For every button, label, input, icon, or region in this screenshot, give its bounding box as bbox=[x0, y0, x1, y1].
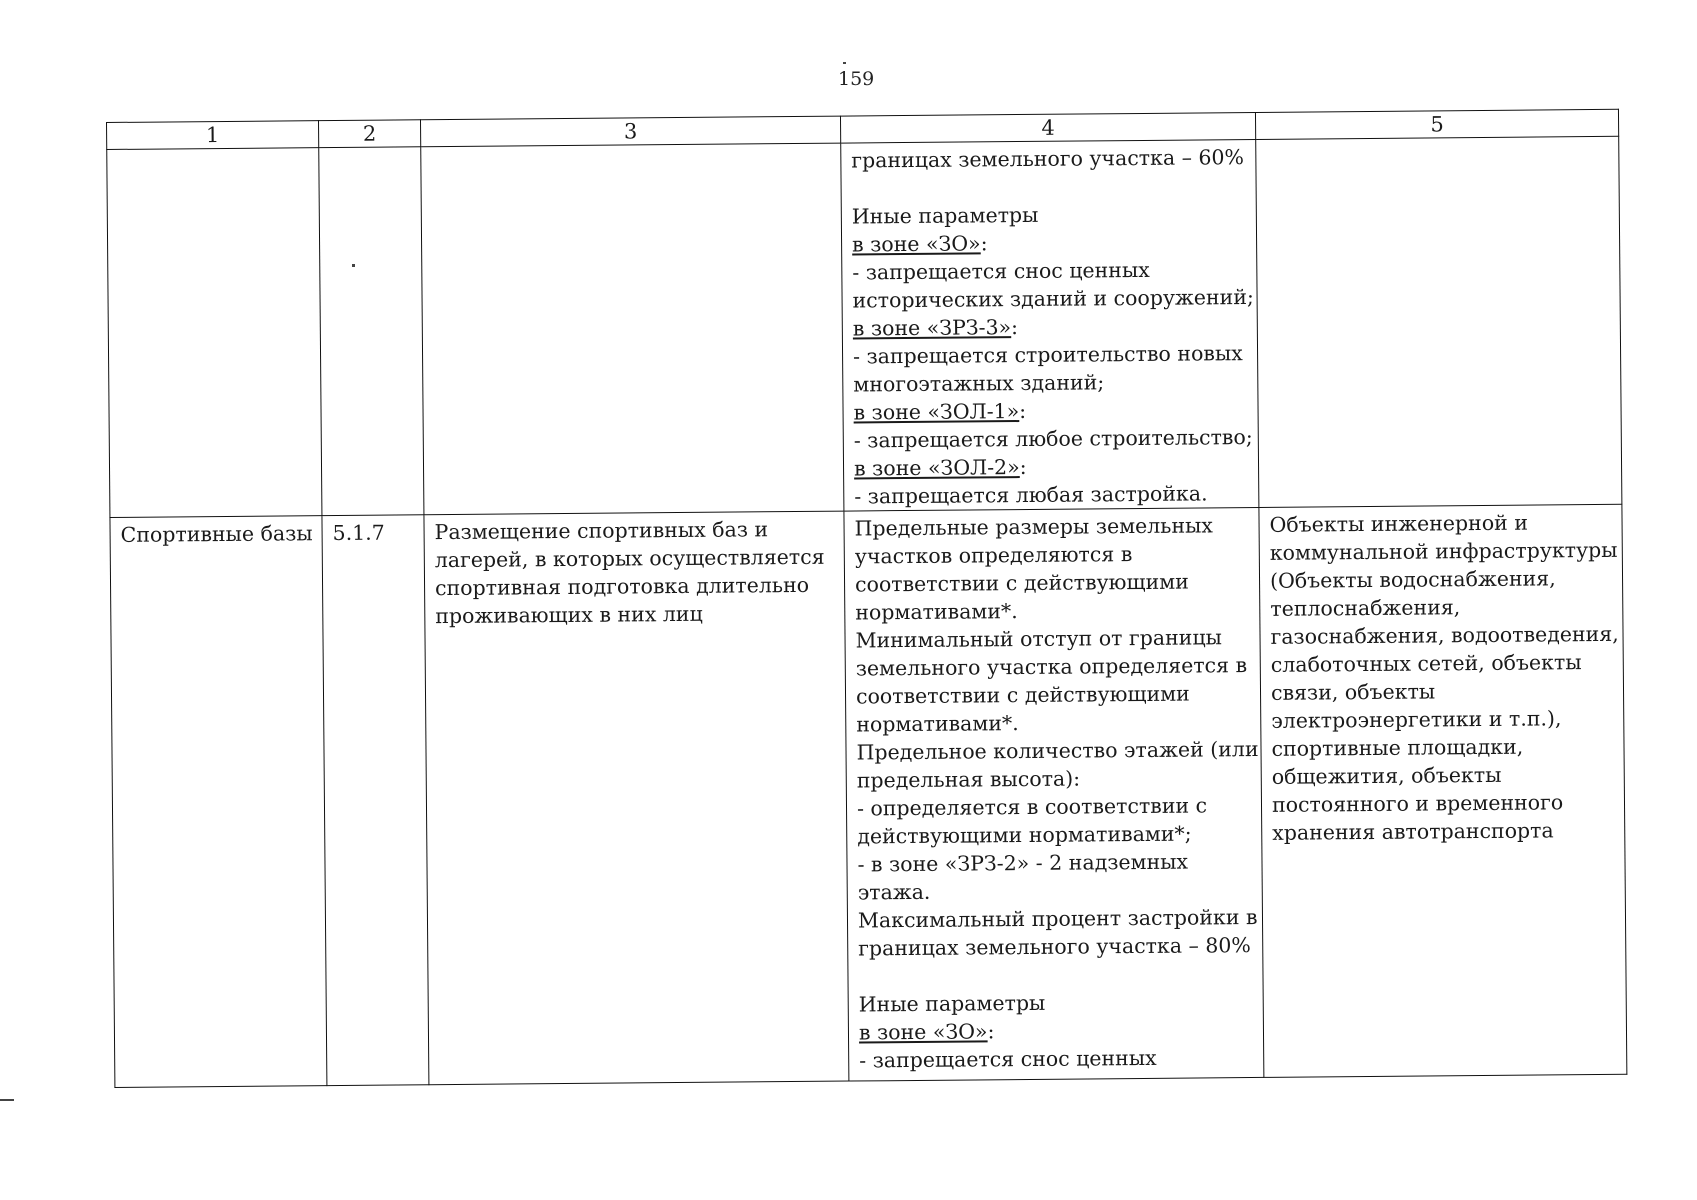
use-code: 5.1.7 bbox=[332, 520, 385, 546]
zone-colon: : bbox=[980, 231, 988, 256]
parameter-line: Предельные размеры земельных bbox=[854, 513, 1214, 541]
parameter-line: - запрещается строительство новых bbox=[852, 341, 1243, 369]
permitted-use-line: постоянного и временного bbox=[1271, 790, 1564, 817]
parameter-line: земельного участка определяется в bbox=[855, 653, 1248, 681]
parameter-line: участков определяются в bbox=[854, 542, 1133, 569]
zone-label: в зоне «ЗО» bbox=[858, 1019, 988, 1045]
zone-label: в зоне «ЗРЗ-3» bbox=[852, 315, 1012, 341]
permitted-use-line: спортивные площадки, bbox=[1271, 734, 1524, 761]
parameter-line: действующими нормативами*; bbox=[857, 821, 1192, 849]
page-number: 159 bbox=[838, 68, 875, 90]
cell-description bbox=[421, 143, 844, 515]
column-header-4: 4 bbox=[840, 112, 1255, 143]
permitted-use-line: связи, объекты bbox=[1270, 679, 1436, 705]
paragraph-gap bbox=[851, 171, 1247, 202]
parameter-line: - запрещается снос ценных bbox=[859, 1045, 1157, 1073]
table-row-continuation bbox=[107, 136, 1622, 517]
zone-heading bbox=[854, 451, 1250, 482]
cell-permitted-uses bbox=[1259, 504, 1627, 1077]
parameter-line: - в зоне «ЗРЗ-2» - 2 надземных bbox=[857, 849, 1189, 877]
permitted-use-line: общежития, объекты bbox=[1271, 762, 1502, 789]
use-name: Спортивные базы bbox=[120, 521, 313, 547]
permitted-use-line: хранения автотранспорта bbox=[1272, 818, 1554, 845]
zone-label: в зоне «ЗОЛ-2» bbox=[853, 455, 1020, 481]
regulation-table bbox=[106, 109, 1627, 1088]
zone-label: в зоне «ЗО» bbox=[851, 231, 981, 257]
parameter-line: Предельное количество этажей (или bbox=[856, 736, 1259, 765]
permitted-use-line: (Объекты водоснабжения, bbox=[1269, 566, 1556, 593]
permitted-use-line: электроэнергетики и т.п.), bbox=[1271, 706, 1562, 733]
description-line: спортивная подготовка длительно bbox=[434, 572, 810, 601]
permitted-use-line: газоснабжения, водоотведения, bbox=[1270, 621, 1619, 649]
column-header-2: 2 bbox=[318, 120, 420, 148]
zone-colon: : bbox=[987, 1019, 995, 1044]
parameter-line: соответствии с действующими bbox=[855, 681, 1190, 709]
other-parameters-title: Иные параметры bbox=[851, 202, 1039, 229]
parameter-line: этажа. bbox=[857, 879, 931, 905]
paragraph-gap bbox=[858, 959, 1254, 990]
scan-speck bbox=[843, 62, 846, 64]
scan-edge-mark bbox=[0, 1099, 14, 1101]
parameter-line: границах земельного участка – 60% bbox=[851, 145, 1245, 173]
cell-code bbox=[319, 147, 424, 516]
parameter-line: предельная высота): bbox=[856, 766, 1081, 793]
cell-parameters bbox=[841, 139, 1259, 511]
column-header-1: 1 bbox=[107, 121, 319, 150]
parameter-line: исторических зданий и сооружений; bbox=[852, 284, 1254, 313]
description-line: проживающих в них лиц bbox=[435, 601, 703, 629]
description-line: Размещение спортивных баз и bbox=[434, 517, 769, 545]
parameter-line: Минимальный отступ от границы bbox=[855, 625, 1223, 653]
cell-name bbox=[110, 516, 327, 1088]
permitted-use-line: слаботочных сетей, объекты bbox=[1270, 650, 1582, 677]
zone-heading bbox=[853, 311, 1249, 342]
cell-name bbox=[107, 148, 322, 518]
permitted-use-line: Объекты инженерной и bbox=[1269, 510, 1529, 537]
column-header-5: 5 bbox=[1255, 109, 1618, 139]
zone-colon: : bbox=[1019, 454, 1027, 480]
parameter-line: границах земельного участка – 80% bbox=[858, 933, 1251, 961]
zone-label: в зоне «ЗОЛ-1» bbox=[853, 399, 1020, 425]
table-row-sports-bases bbox=[110, 504, 1627, 1087]
zone-heading bbox=[853, 395, 1249, 426]
cell-code bbox=[322, 515, 429, 1086]
parameter-line: - запрещается любое строительство; bbox=[853, 425, 1253, 453]
description-line: лагерей, в которых осуществляется bbox=[434, 544, 825, 573]
parameter-line: нормативами*. bbox=[856, 711, 1019, 737]
permitted-use-line: теплоснабжения, bbox=[1270, 595, 1461, 621]
parameter-line: - определяется в соответствии с bbox=[856, 793, 1208, 821]
permitted-use-line: коммунальной инфраструктуры bbox=[1269, 537, 1618, 565]
zone-colon: : bbox=[1019, 398, 1027, 424]
cell-permitted-uses bbox=[1256, 136, 1622, 507]
other-parameters-title: Иные параметры bbox=[858, 990, 1046, 1017]
zone-colon: : bbox=[1011, 315, 1019, 340]
parameter-line: Максимальный процент застройки в bbox=[857, 904, 1258, 933]
parameter-line: - запрещается снос ценных bbox=[852, 257, 1150, 285]
parameter-line: соответствии с действующими bbox=[854, 569, 1189, 597]
parameter-line: нормативами*. bbox=[855, 599, 1018, 625]
zone-heading bbox=[852, 227, 1248, 258]
cell-description bbox=[424, 511, 849, 1085]
parameter-line: многоэтажных зданий; bbox=[853, 370, 1105, 397]
zone-heading bbox=[859, 1015, 1255, 1046]
parameter-line: - запрещается любая застройка. bbox=[854, 481, 1208, 509]
cell-parameters bbox=[844, 507, 1264, 1081]
column-header-3: 3 bbox=[420, 116, 840, 147]
